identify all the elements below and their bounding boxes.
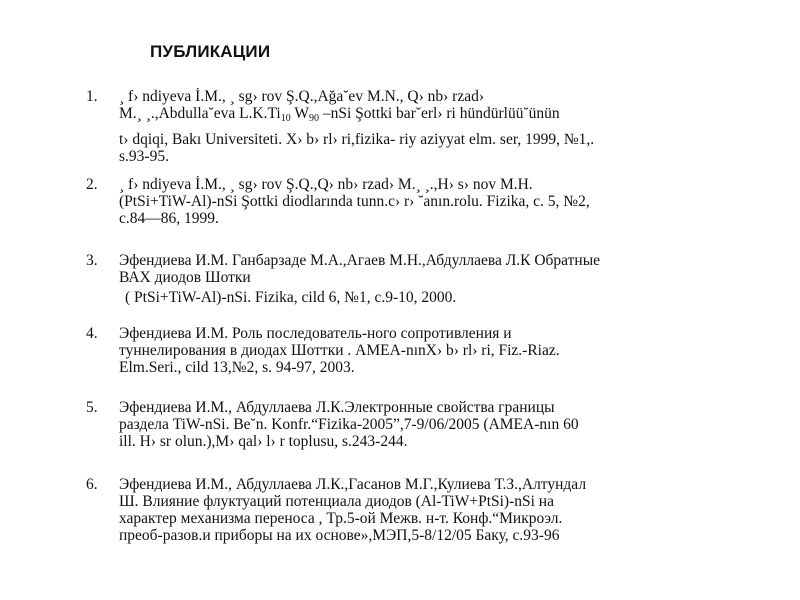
- publication-line: [119, 105, 769, 127]
- publication-line: раздела TiW-nSi. Be˘n. Konfr.“Fizika-2005”,7-9/06/2005 (AMEA-nın 60: [119, 416, 579, 433]
- publication-line: ¸ f› ndiyeva İ.M., ¸ sg› rov Ş.Q.,Ağa˘ev M.N., Q› nb› rzad›: [119, 88, 485, 105]
- publication-text: [119, 88, 769, 165]
- publication-line: туннелирования в диодах Шоттки . AMEA-nınX› b› rl› ri, Fiz.-Riaz.: [119, 342, 560, 359]
- publication-line: Ш. Влияние флуктуаций потенциала диодов (Al-TiW+PtSi)-nSi на: [119, 493, 554, 510]
- publication-text: [119, 176, 769, 227]
- subscript: 10: [280, 113, 291, 124]
- publication-text: [119, 399, 769, 450]
- publication-line: ВАХ диодов Шотки: [119, 269, 251, 286]
- publication-number: 6.: [86, 476, 98, 493]
- publication-line: Эфендиева И.М. Ганбарзаде М.А.,Агаев М.Н.,Абдуллаева Л.К Обратные: [119, 252, 601, 269]
- publication-line: Elm.Seri., cild 13,№2, s. 94-97, 2003.: [119, 359, 355, 376]
- publication-line: Эфендиева И.М. Роль последователь-ного сопротивления и: [119, 325, 512, 342]
- publication-line: ¸ f› ndiyeva İ.M., ¸ sg› rov Ş.Q.,Q› nb› rzad› M.¸ ¸.,H› s› nov M.H.: [119, 176, 533, 193]
- publication-number: 5.: [86, 399, 98, 416]
- publication-line-part: M.¸ ¸.,Abdulla˘eva L.K.Ti: [119, 105, 281, 122]
- publication-line: ( PtSi+TiW-Al)-nSi. Fizika, cild 6, №1, c.9-10, 2000.: [125, 289, 457, 306]
- publication-number: 1.: [86, 88, 98, 105]
- page-title: ПУБЛИКАЦИИ: [150, 42, 271, 61]
- publication-line: ill. H› sr olun.),M› qal› l› r toplusu, s.243-244.: [119, 433, 408, 450]
- publication-text: [119, 252, 769, 306]
- publication-number: 2.: [86, 176, 98, 193]
- publication-line: t› dqiqi, Bakı Universiteti. X› b› rl› ri,fizika- riy aziyyat elm. ser, 1999, №1,.: [119, 131, 595, 148]
- publication-line: Эфендиева И.М., Абдуллаева Л.К.,Гасанов М.Г.,Кулиева Т.З.,Алтундал: [119, 476, 587, 493]
- publication-text: [119, 476, 769, 544]
- publication-line: s.93-95.: [119, 148, 169, 165]
- publication-line-part: –nSi Şottki bar˘erl› ri hündürlüü˘ünün: [318, 105, 560, 122]
- publication-text: [119, 325, 769, 376]
- publication-line: Эфендиева И.М., Абдуллаева Л.К.Электронные свойства границы: [119, 399, 555, 416]
- publication-number: 3.: [86, 252, 98, 269]
- publication-line-part: W: [290, 105, 309, 122]
- publication-line: преоб-разов.и приборы на их основе»,МЭП,5-8/12/05 Баку, с.93-96: [119, 527, 560, 544]
- publication-line: характер механизма переноса , Тр.5-ой Межв. н-т. Конф.“Микроэл.: [119, 510, 563, 527]
- publication-line: с.84—86, 1999.: [119, 210, 219, 227]
- publication-line: (PtSi+TiW-Al)-nSi Şottki diodlarında tunn.c› r› ˘anın.rolu. Fizika, c. 5, №2,: [119, 193, 590, 210]
- publication-number: 4.: [86, 325, 98, 342]
- subscript: 90: [308, 113, 319, 124]
